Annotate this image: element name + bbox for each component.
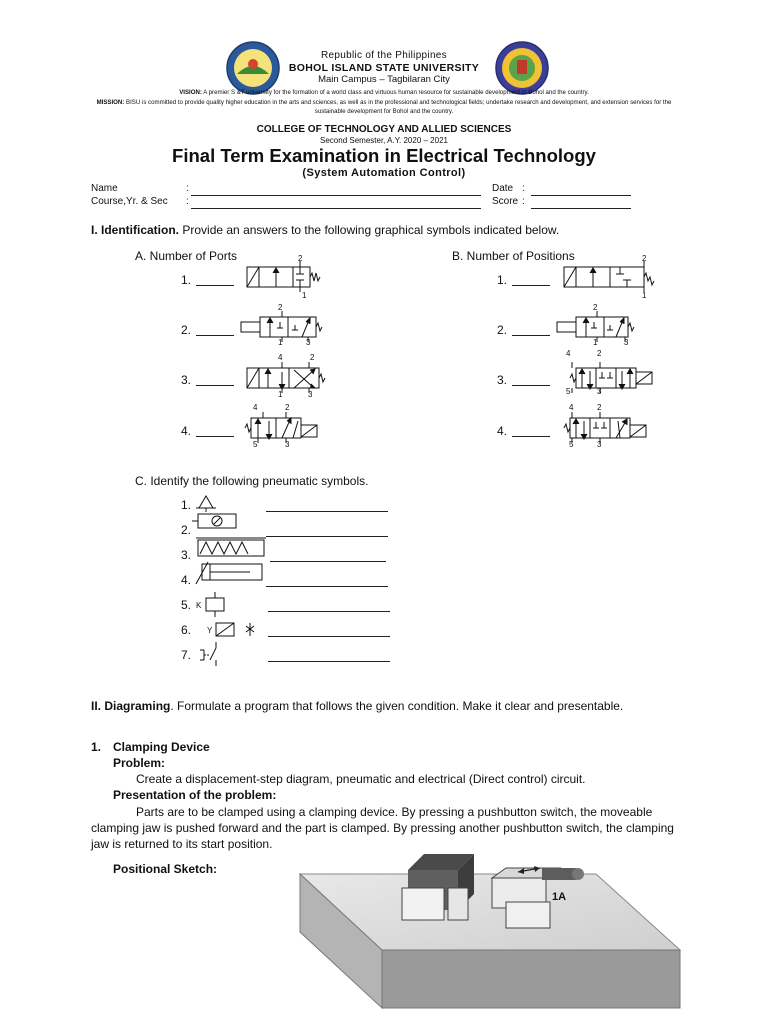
sketch-label: Positional Sketch:	[113, 862, 218, 876]
c-item-7-answer[interactable]	[268, 661, 390, 662]
b-item-1-number: 1.	[497, 273, 508, 287]
c-item-2-answer[interactable]	[266, 536, 388, 537]
port-label: 3	[285, 440, 290, 449]
port-label: 3	[306, 338, 311, 347]
semester-text: Second Semester, A.Y. 2020 – 2021	[320, 136, 448, 145]
c-item-5-number: 5.	[181, 598, 192, 612]
course-colon: :	[186, 196, 189, 207]
port-label: 1	[278, 338, 283, 347]
port-label: 4	[253, 403, 258, 412]
item1-title: Clamping Device	[113, 740, 210, 754]
port-label: 2	[310, 353, 315, 362]
port-label: 1	[642, 291, 647, 300]
section-b-title: B. Number of Positions	[452, 249, 575, 263]
item1-number: 1.	[91, 740, 102, 754]
port-label: 2	[593, 303, 598, 312]
valve-b4-symbol	[564, 412, 646, 443]
port-label: 2	[642, 254, 647, 263]
port-label: 5	[253, 440, 258, 449]
page-title: Final Term Examination in Electrical Technology	[172, 145, 596, 166]
a-item-4-number: 4.	[181, 424, 192, 438]
name-label: Name	[91, 183, 118, 194]
b-item-3-number: 3.	[497, 373, 508, 387]
vision-label: VISION:	[179, 89, 202, 96]
c-item-4-answer[interactable]	[266, 586, 388, 587]
port-label: 3	[624, 338, 629, 347]
section-a-title: A. Number of Ports	[135, 249, 238, 263]
base-plate	[300, 874, 680, 1008]
c-item-1-number: 1.	[181, 498, 192, 512]
filter-symbol	[196, 538, 266, 556]
score-label: Score	[492, 196, 519, 207]
date-colon: :	[522, 183, 525, 194]
university-name: BOHOL ISLAND STATE UNIVERSITY	[288, 62, 480, 74]
course-label: Course,Yr. & Sec	[91, 196, 168, 207]
port-label: 4	[569, 403, 574, 412]
c-item-6-number: 6.	[181, 623, 192, 637]
port-label: 1	[593, 338, 598, 347]
valve-b1-symbol	[564, 261, 654, 292]
c-item-7-number: 7.	[181, 648, 192, 662]
pneumatic-symbols	[190, 492, 270, 670]
symbol-letter-y: Y	[207, 626, 213, 635]
college-name: COLLEGE OF TECHNOLOGY AND ALLIED SCIENCES	[256, 124, 512, 135]
cylinder-tag: 1A	[552, 891, 567, 903]
port-label: 2	[285, 403, 290, 412]
campus-text: Main Campus – Tagbilaran City	[318, 74, 450, 85]
pressure-gauge-symbol	[192, 514, 236, 528]
workpiece	[402, 888, 468, 920]
section-c-title: C. Identify the following pneumatic symbols.	[135, 474, 369, 488]
solenoid-symbol	[216, 623, 254, 636]
mission-text: BISU is committed to provide quality higher education in the arts and sciences, as well as in the professional and technological fields; undertake research and development, and extension services for the sustainable development for Bohol and the country.	[126, 98, 672, 115]
page-subtitle: (System Automation Control)	[302, 167, 466, 179]
symbol-letter-k: K	[196, 601, 202, 610]
score-colon: :	[522, 196, 525, 207]
port-label: 3	[597, 387, 602, 396]
port-label: 3	[308, 390, 313, 399]
part2-instruction	[91, 699, 623, 713]
c-item-2-number: 2.	[181, 523, 192, 537]
part2-text: . Formulate a program that follows the given condition. Make it clear and presentable.	[170, 699, 624, 713]
port-label: 4	[278, 353, 283, 362]
port-label: 3	[597, 440, 602, 449]
date-label: Date	[492, 183, 514, 194]
port-label: 5	[566, 387, 571, 396]
valve-symbols	[0, 0, 768, 470]
valve-a4-symbol	[245, 412, 317, 443]
republic-text: Republic of the Philippines	[321, 50, 447, 61]
valve-b3-symbol	[570, 362, 652, 393]
c-item-1-answer[interactable]	[266, 511, 388, 512]
port-label: 5	[569, 440, 574, 449]
problem-text: Create a displacement-step diagram, pneumatic and electrical (Direct control) circuit.	[136, 772, 586, 786]
a-item-2-number: 2.	[181, 323, 192, 337]
c-item-3-number: 3.	[181, 548, 192, 562]
vision-text: A premier S &T university for the formation of a world class and virtuous human resource for sustainable development in Bohol and the country.	[203, 89, 589, 96]
c-item-3-answer[interactable]	[270, 561, 386, 562]
part2-heading: II. Diagraming	[91, 699, 171, 713]
c-item-4-number: 4.	[181, 573, 192, 587]
mission-label: MISSION:	[96, 98, 125, 106]
name-colon: :	[186, 183, 189, 194]
cylinder-symbol	[196, 562, 262, 584]
b-item-4-number: 4.	[497, 424, 508, 438]
presentation-text: Parts are to be clamped using a clamping device. By pressing a pushbutton switch, the moveable clamping jaw is pushed forward and the part is clamped. By pressing another pushbutton switch, the clamping jaw is returned to its start position.	[91, 805, 674, 851]
part1-text: Provide an answers to the following graphical symbols indicated below.	[182, 223, 560, 237]
port-label: 1	[278, 390, 283, 399]
port-label: 2	[278, 303, 283, 312]
problem-label: Problem:	[113, 756, 166, 770]
clamping-device-sketch	[296, 838, 682, 1018]
port-label: 4	[566, 349, 571, 358]
b-item-2-number: 2.	[497, 323, 508, 337]
exhaust-symbol	[196, 496, 216, 512]
pushbutton-symbol	[200, 642, 216, 666]
c-item-6-answer[interactable]	[268, 636, 390, 637]
a-item-1-number: 1.	[181, 273, 192, 287]
port-label: 2	[298, 254, 303, 263]
port-label: 2	[597, 403, 602, 412]
valve-a1-symbol	[247, 261, 320, 292]
valve-a3-symbol	[247, 362, 325, 393]
port-label: 2	[597, 349, 602, 358]
relay-coil-symbol	[206, 592, 224, 617]
a-item-3-number: 3.	[181, 373, 192, 387]
c-item-5-answer[interactable]	[268, 611, 390, 612]
port-label: 1	[302, 291, 307, 300]
part1-heading: I. Identification.	[91, 223, 180, 237]
presentation-label: Presentation of the problem:	[113, 788, 277, 802]
